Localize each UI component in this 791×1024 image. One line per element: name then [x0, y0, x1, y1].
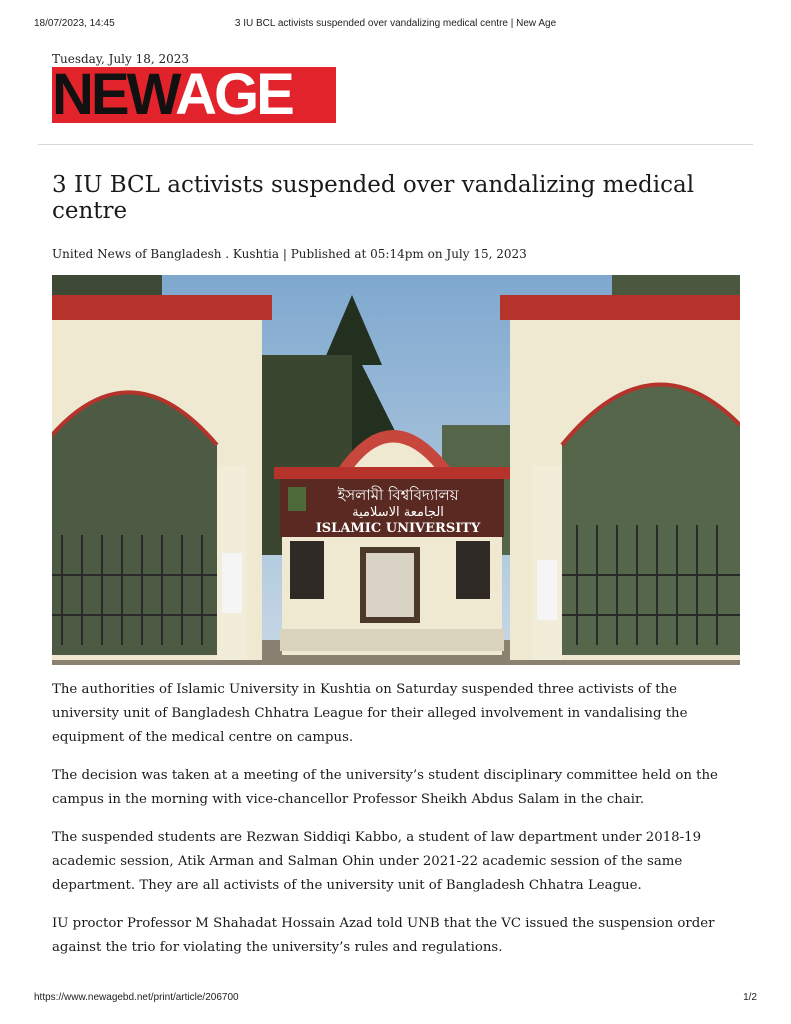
- article-byline: United News of Bangladesh . Kushtia | Published at 05:14pm on July 15, 2023: [52, 247, 527, 261]
- logo-new: NEW: [52, 67, 176, 123]
- logo-age: AGE: [175, 67, 292, 123]
- article-body: [52, 678, 740, 974]
- article-headline: 3 IU BCL activists suspended over vandalizing medical centre: [52, 172, 695, 224]
- posters-right: [537, 560, 557, 620]
- sign-arabic: الجامعة الاسلامية: [352, 505, 444, 520]
- right-roof: [500, 295, 740, 320]
- print-timestamp: 18/07/2023, 14:45: [34, 18, 115, 29]
- center-window-left: [290, 541, 324, 599]
- article-paragraph: The decision was taken at a meeting of the university’s student disciplinary committee held on the campus in the morning with vice-chancellor Professor Sheikh Abdus Salam in the chair.: [52, 768, 718, 807]
- sign-emblem: [288, 487, 306, 511]
- article-paragraph: IU proctor Professor M Shahadat Hossain Azad told UNB that the VC issued the suspension order against the trio for violating the university’s rules and regulations.: [52, 916, 715, 955]
- posters-left: [222, 553, 242, 613]
- masthead-divider: [38, 144, 753, 145]
- center-cornice: [274, 467, 510, 479]
- print-page-title: 3 IU BCL activists suspended over vandalizing medical centre | New Age: [234, 18, 557, 29]
- logo-text: [52, 67, 336, 123]
- print-page-number: 1/2: [743, 992, 757, 1003]
- sign-bangla: ইসলামী বিশ্ববিদ্যালয়: [337, 486, 459, 504]
- left-roof: [52, 295, 272, 320]
- sign-english: ISLAMIC UNIVERSITY: [315, 521, 481, 536]
- center-window-right: [456, 541, 490, 599]
- gate-illustration: [52, 275, 740, 665]
- article-paragraph: The suspended students are Rezwan Siddiqi Kabbo, a student of law department under 2018-19 academic session, Atik Arman and Salman Ohin under 2021-22 academic session of the same department. They are all activists of the university unit of Bangladesh Chhatra League.: [52, 830, 702, 893]
- newage-logo[interactable]: [52, 67, 336, 123]
- article-paragraph: The authorities of Islamic University in Kushtia on Saturday suspended three activists of the university unit of Bangladesh Chhatra League for their alleged involvement in vandalising the equipment of the medical centre on campus.: [52, 682, 688, 745]
- masthead-date: Tuesday, July 18, 2023: [52, 52, 190, 66]
- print-url: https://www.newagebd.net/print/article/206700: [34, 992, 239, 1003]
- center-base: [280, 629, 504, 651]
- print-header: [34, 18, 757, 32]
- plaque: [366, 553, 414, 617]
- print-footer: [34, 992, 757, 1006]
- article-photo: [52, 275, 740, 665]
